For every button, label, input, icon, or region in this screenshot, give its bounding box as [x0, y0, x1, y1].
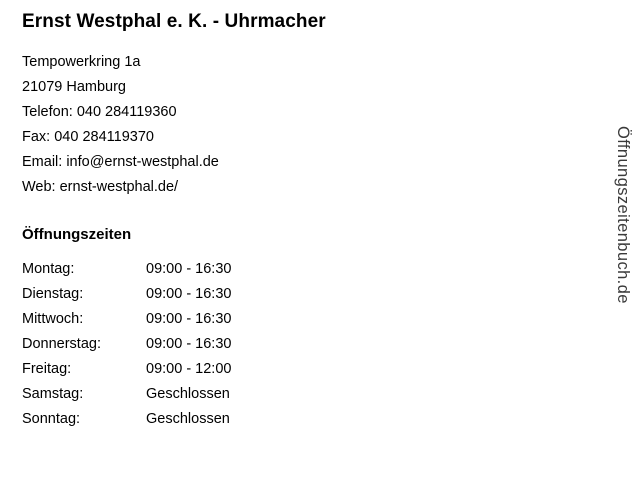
address-city: 21079 Hamburg [22, 79, 126, 95]
day-hours: 09:00 - 16:30 [146, 336, 232, 352]
day-label: Mittwoch: [22, 311, 84, 327]
day-hours: 09:00 - 16:30 [146, 261, 232, 277]
opening-hours-table [22, 257, 346, 432]
table-row [22, 357, 346, 382]
table-row [22, 382, 346, 407]
day-label: Samstag: [22, 386, 84, 402]
day-label: Montag: [22, 261, 75, 277]
web-line: Web: ernst-westphal.de/ [22, 179, 179, 195]
email-line: Email: info@ernst-westphal.de [22, 154, 219, 170]
opening-hours-heading: Öffnungszeiten [22, 226, 132, 243]
day-label: Donnerstag: [22, 336, 101, 352]
table-row [22, 332, 346, 357]
day-hours: Geschlossen [146, 386, 230, 402]
day-hours: Geschlossen [146, 411, 230, 427]
business-card [22, 10, 582, 432]
day-label: Freitag: [22, 361, 72, 377]
page-title: Ernst Westphal e. K. - Uhrmacher [22, 11, 326, 32]
table-row [22, 257, 346, 282]
watermark-label: Öffnungszeitenbuch.de [614, 126, 632, 304]
table-row [22, 282, 346, 307]
day-hours: 09:00 - 16:30 [146, 311, 232, 327]
day-hours: 09:00 - 12:00 [146, 361, 232, 377]
day-label: Dienstag: [22, 286, 84, 302]
address-street: Tempowerkring 1a [22, 54, 141, 70]
phone-line: Telefon: 040 284119360 [22, 104, 177, 120]
fax-line: Fax: 040 284119370 [22, 129, 154, 145]
day-hours: 09:00 - 16:30 [146, 286, 232, 302]
day-label: Sonntag: [22, 411, 81, 427]
table-row [22, 307, 346, 332]
table-row [22, 407, 346, 432]
